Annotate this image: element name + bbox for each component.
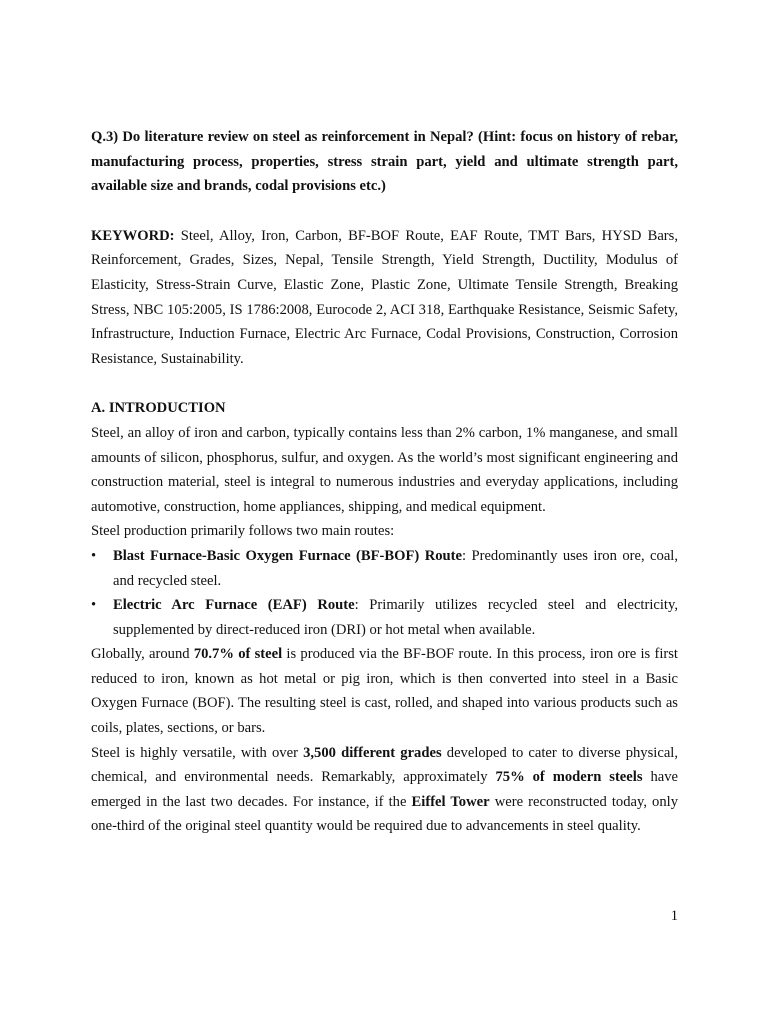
intro-paragraph-2: Steel production primarily follows two main routes:: [91, 523, 395, 540]
intro-paragraph-1: Steel, an alloy of iron and carbon, typically contains less than 2% carbon, 1% manganese, and small amounts of silicon, phosphorus, sulfur, and oxygen. As the world’s most significant engineering and construction material, steel is integral to numerous industries and everyday applications, including automotive, construction, home appliances, shipping, and medical equipment.: [91, 424, 678, 515]
text-run: Steel is highly versatile, with over: [91, 744, 304, 761]
text-run: developed to cater to diverse physical, chemical, and environmental needs. Remarkably, approximately: [91, 744, 678, 786]
keyword-label: KEYWORD:: [91, 227, 175, 244]
section-heading-introduction: A. INTRODUCTION: [91, 400, 226, 417]
list-item-title: Blast Furnace-Basic Oxygen Furnace (BF-BOF) Route: [113, 547, 462, 564]
intro-paragraph-3: [91, 642, 678, 740]
keyword-list: Steel, Alloy, Iron, Carbon, BF-BOF Route, EAF Route, TMT Bars, HYSD Bars, Reinforcement, Grades, Sizes, Nepal, Tensile Strength, Yield Strength, Ductility, Modulus of Elasticity, Stress-Strain Curve, Elastic Zone, Plastic Zone, Ultimate Tensile Strength, Breaking Stress, NBC 105:2005, IS 1786:2008, Eurocode 2, ACI 318, Earthquake Resistance, Seismic Safety, Infrastructure, Induction Furnace, Electric Arc Furnace, Codal Provisions, Construction, Corrosion Resistance, Sustainability.: [91, 227, 678, 367]
list-item: [91, 593, 678, 642]
list-item-text: : Predominantly uses iron ore, coal, and recycled steel.: [113, 547, 678, 589]
bullet-icon: •: [91, 547, 97, 564]
page-content: [91, 125, 678, 839]
list-item-title: Electric Arc Furnace (EAF) Route: [113, 597, 355, 614]
bold-run: 3,500 different grades: [303, 744, 442, 761]
text-run: Globally, around: [91, 646, 194, 663]
bold-run: Eiffel Tower: [411, 793, 490, 810]
question-text: Q.3) Do literature review on steel as reinforcement in Nepal? (Hint: focus on history of rebar, manufacturing process, properties, stress strain part, yield and ultimate strength part, available size and brands, codal provisions etc.): [91, 129, 678, 195]
text-run: were reconstructed today, only one-third of the original steel quantity would be required due to advancements in steel quality.: [91, 793, 679, 835]
bold-run: 75% of modern steels: [495, 769, 643, 786]
page-number: 1: [670, 908, 678, 924]
text-run: have emerged in the last two decades. For instance, if the: [91, 769, 678, 810]
bullet-icon: •: [91, 597, 97, 614]
bold-run: 70.7% of steel: [193, 646, 283, 663]
text-run: is produced via the BF-BOF route. In this process, iron ore is first reduced to iron, known as hot metal or pig iron, which is then converted into steel in a Basic Oxygen Furnace (BOF). The resulting steel is cast, rolled, and shaped into various products such as coils, plates, sections, or bars.: [91, 646, 678, 737]
intro-paragraph-4: [91, 741, 678, 839]
production-routes-list: [91, 544, 678, 642]
list-item-text: : Primarily utilizes recycled steel and electricity, supplemented by direct-reduced iron (DRI) or hot metal when available.: [113, 597, 678, 638]
list-item: [91, 544, 678, 593]
keyword-paragraph: [91, 224, 678, 372]
